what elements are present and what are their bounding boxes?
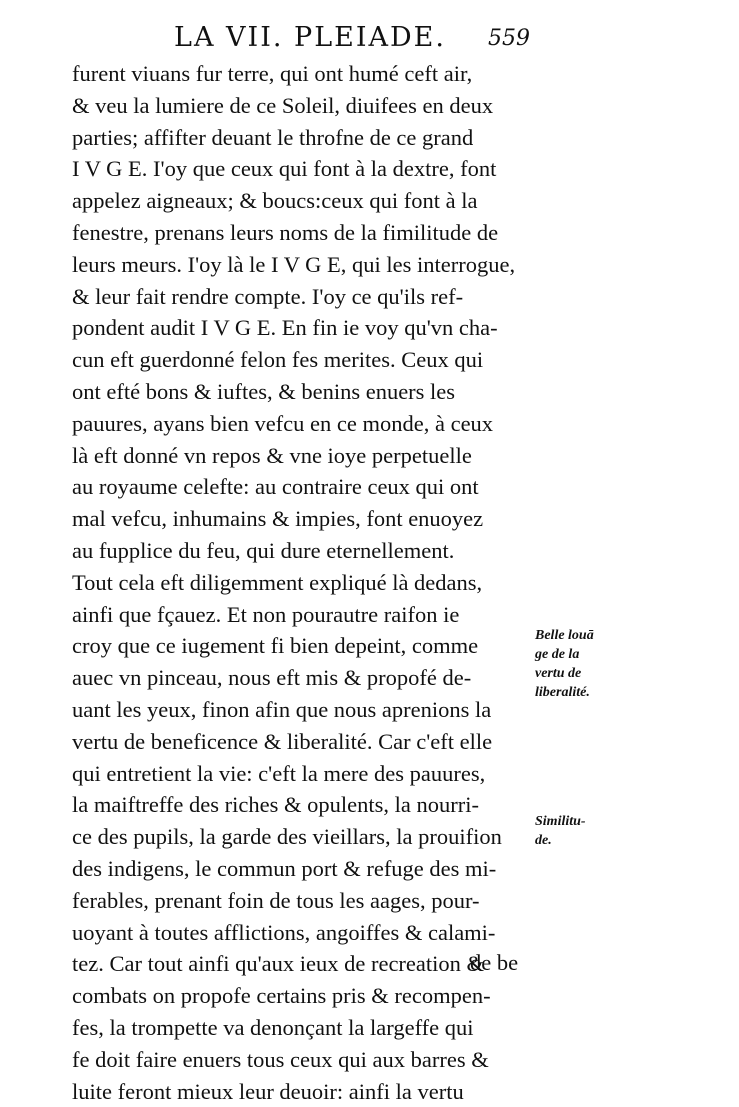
text-line: vertu de beneficence & liberalité. Car c'eft elle <box>72 726 542 758</box>
text-line: luite feront mieux leur deuoir: ainfi la vertu <box>72 1076 542 1107</box>
text-line: appelez aigneaux; & boucs:ceux qui font à la <box>72 185 542 217</box>
text-line: furent viuans fur terre, qui ont humé ceft air, <box>72 58 542 90</box>
text-line: mal vefcu, inhumains & impies, font enuoyez <box>72 503 542 535</box>
text-line: uoyant à toutes afflictions, angoiffes & calami- <box>72 917 542 949</box>
text-line: fes, la trompette va denonçant la largeffe qui <box>72 1012 542 1044</box>
catchword: de be <box>470 950 518 976</box>
running-title: LA VII. PLEIADE. <box>160 22 460 53</box>
text-line: cun eft guerdonné felon fes merites. Ceux qui <box>72 344 542 376</box>
margin-note-similitude <box>535 812 630 850</box>
text-line: qui entretient la vie: c'eft la mere des pauures, <box>72 758 542 790</box>
text-line: là eft donné vn repos & vne ioye perpetuelle <box>72 440 542 472</box>
text-line: & veu la lumiere de ce Soleil, diuifees en deux <box>72 90 542 122</box>
margin-note-liberality <box>535 626 630 702</box>
text-line: I V G E. I'oy que ceux qui font à la dextre, font <box>72 153 542 185</box>
text-line: tez. Car tout ainfi qu'aux ieux de recreation & <box>72 948 542 980</box>
margin-note-line: Similitu- <box>535 812 630 831</box>
text-line: croy que ce iugement fi bien depeint, comme <box>72 630 542 662</box>
text-line: pondent audit I V G E. En fin ie voy qu'vn cha- <box>72 312 542 344</box>
text-line: combats on propofe certains pris & recompen- <box>72 980 542 1012</box>
text-line: ce des pupils, la garde des vieillars, la prouifion <box>72 821 542 853</box>
text-line: leurs meurs. I'oy là le I V G E, qui les interrogue, <box>72 249 542 281</box>
margin-note-line: Belle louā <box>535 626 630 645</box>
text-line: au fupplice du feu, qui dure eternellement. <box>72 535 542 567</box>
text-line: ferables, prenant foin de tous les aages, pour- <box>72 885 542 917</box>
text-line: pauures, ayans bien vefcu en ce monde, à ceux <box>72 408 542 440</box>
margin-note-line: ge de la <box>535 645 630 664</box>
text-line: des indigens, le commun port & refuge des mi- <box>72 853 542 885</box>
text-line: auec vn pinceau, nous eft mis & propofé de- <box>72 662 542 694</box>
text-line: au royaume celefte: au contraire ceux qui ont <box>72 471 542 503</box>
margin-note-line: vertu de <box>535 664 630 683</box>
page-number: 559 <box>488 26 530 51</box>
text-line: ont efté bons & iuftes, & benins enuers les <box>72 376 542 408</box>
text-line: ainfi que fçauez. Et non pourautre raifon ie <box>72 599 542 631</box>
text-line: parties; affifter deuant le throfne de ce grand <box>72 122 542 154</box>
text-line: & leur fait rendre compte. I'oy ce qu'ils ref- <box>72 281 542 313</box>
text-line: fenestre, prenans leurs noms de la fimilitude de <box>72 217 542 249</box>
text-line: fe doit faire enuers tous ceux qui aux barres & <box>72 1044 542 1076</box>
margin-note-line: liberalité. <box>535 683 630 702</box>
text-line: la maiftreffe des riches & opulents, la nourri- <box>72 789 542 821</box>
text-line: uant les yeux, finon afin que nous aprenions la <box>72 694 542 726</box>
margin-note-line: de. <box>535 831 630 850</box>
text-line: Tout cela eft diligemment expliqué là dedans, <box>72 567 542 599</box>
